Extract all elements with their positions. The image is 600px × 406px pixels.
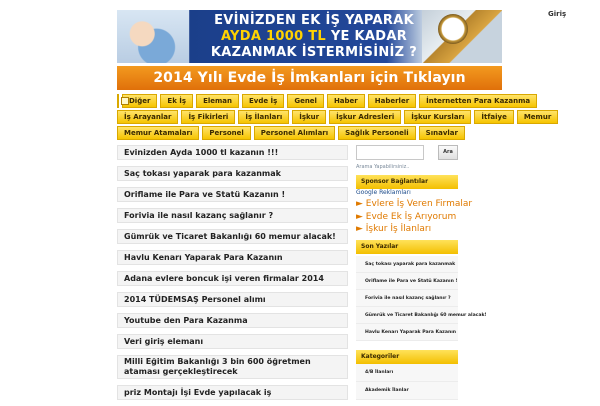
nav-item[interactable]: İş Fikirleri: [181, 110, 235, 124]
nav-row: [117, 94, 531, 108]
search-hint: Arama Yapabilirsiniz..: [356, 164, 410, 170]
banner-line-1: EVİNİZDEN EK İŞ YAPARAK: [214, 13, 414, 28]
recent-post-link[interactable]: Gümrük ve Ticaret Bakanlığı 60 memur alacak!: [356, 307, 458, 324]
nav-item[interactable]: İnternetten Para Kazanma: [419, 94, 537, 108]
nav-item[interactable]: Ek İş: [160, 94, 193, 108]
categories-heading: Kategoriler: [356, 350, 458, 364]
post-title[interactable]: priz Montajı İşi Evde yapılacak iş: [117, 385, 348, 400]
post-list: [117, 145, 348, 406]
recent-post-link[interactable]: Saç tokası yaparak para kazanmak: [356, 256, 458, 273]
clock-icon: [438, 14, 468, 44]
post-title[interactable]: Forivia ile nasıl kazanç sağlanır ?: [117, 208, 348, 223]
banner-photo: [117, 10, 189, 63]
nav-row: [117, 110, 552, 124]
nav-item[interactable]: İtfaiye: [474, 110, 513, 124]
categories-list: [356, 364, 458, 400]
nav-row: [117, 126, 457, 140]
post-title[interactable]: Evinizden Ayda 1000 tl kazanın !!!: [117, 145, 348, 160]
nav-item[interactable]: İş Arayanlar: [117, 110, 178, 124]
search-input[interactable]: [356, 145, 424, 160]
post-title[interactable]: Youtube den Para Kazanma: [117, 313, 348, 328]
nav-item[interactable]: Memur Atamaları: [117, 126, 199, 140]
banner-highlight: AYDA 1000 TL: [220, 29, 327, 44]
nav-item[interactable]: İş İlanları: [238, 110, 289, 124]
login-link[interactable]: Giriş: [548, 10, 567, 18]
category-link[interactable]: Akademik İlanlar: [356, 382, 458, 400]
recent-posts-list: [356, 256, 487, 341]
post-title[interactable]: Veri giriş elemanı: [117, 334, 348, 349]
banner-line-2: [199, 29, 429, 44]
nav-item[interactable]: Memur: [517, 110, 558, 124]
header-banner-ad[interactable]: [117, 10, 502, 63]
nav-item[interactable]: Genel: [287, 94, 324, 108]
sponsor-link[interactable]: ► İşkur İş İlanları: [356, 224, 432, 234]
nav-item[interactable]: İşkur Kursları: [404, 110, 471, 124]
post-title[interactable]: Oriflame ile Para ve Statü Kazanın !: [117, 187, 348, 202]
post-title[interactable]: Gümrük ve Ticaret Bakanlığı 60 memur alacak!: [117, 229, 348, 244]
post-title[interactable]: Adana evlere boncuk işi veren firmalar 2014: [117, 271, 348, 286]
sponsor-heading: Sponsor Bağlantılar: [356, 175, 458, 189]
category-link[interactable]: 4/B İlanları: [356, 364, 458, 382]
post-title[interactable]: Milli Eğitim Bakanlığı 3 bin 600 öğretmen ataması gerçekleştirecek: [117, 355, 348, 379]
search-button[interactable]: Ara: [438, 145, 458, 160]
home-icon[interactable]: [117, 94, 119, 108]
nav-item[interactable]: Personel Alımları: [254, 126, 335, 140]
nav-item[interactable]: Haber: [327, 94, 365, 108]
recent-posts-heading: Son Yazılar: [356, 240, 458, 254]
banner-line-3: KAZANMAK İSTERMİSİNİZ ?: [210, 45, 418, 60]
post-title[interactable]: Havlu Kenarı Yaparak Para Kazanın: [117, 250, 348, 265]
nav-item[interactable]: İşkur Adresleri: [329, 110, 401, 124]
nav-item[interactable]: Personel: [202, 126, 250, 140]
sponsor-link[interactable]: ► Evde Ek İş Arıyorum: [356, 212, 457, 222]
nav-item[interactable]: Eleman: [196, 94, 239, 108]
main-nav: [117, 94, 552, 142]
sponsor-link[interactable]: ► Evlere İş Veren Firmalar: [356, 199, 473, 209]
page-title-banner[interactable]: 2014 Yılı Evde İş İmkanları için Tıklayın: [117, 66, 502, 90]
nav-item[interactable]: Sağlık Personeli: [338, 126, 416, 140]
nav-item[interactable]: Diğer: [122, 94, 157, 108]
nav-item[interactable]: Evde İş: [242, 94, 284, 108]
recent-post-link[interactable]: Oriflame ile Para ve Statü Kazanın !: [356, 273, 458, 290]
nav-item[interactable]: Sınavlar: [419, 126, 465, 140]
nav-item[interactable]: Haberler: [368, 94, 416, 108]
recent-post-link[interactable]: Havlu Kenarı Yaparak Para Kazanın: [356, 324, 458, 341]
recent-post-link[interactable]: Forivia ile nasıl kazanç sağlanır ?: [356, 290, 458, 307]
google-ads-label[interactable]: Google Reklamları: [356, 189, 411, 196]
post-title[interactable]: 2014 TÜDEMSAŞ Personel alımı: [117, 292, 348, 307]
nav-item[interactable]: İşkur: [292, 110, 326, 124]
banner-line-2-rest: YE KADAR: [326, 29, 408, 44]
post-title[interactable]: Saç tokası yaparak para kazanmak: [117, 166, 348, 181]
